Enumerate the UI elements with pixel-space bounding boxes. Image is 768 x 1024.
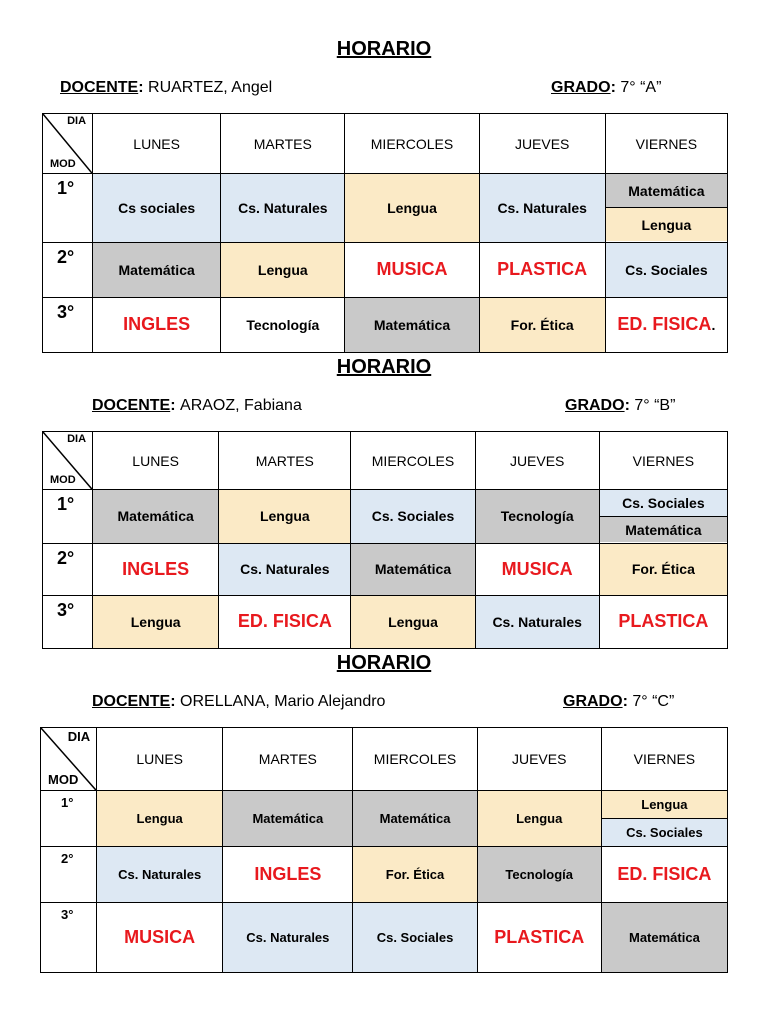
subject-cell [93, 595, 219, 648]
subject-cell [97, 791, 223, 847]
module-label: 3° [43, 297, 93, 352]
special-subject-label: ED. FISICA [617, 314, 712, 335]
special-subject-label: INGLES [123, 314, 191, 335]
grado-label: GRADO [563, 693, 623, 710]
subject-cell [223, 847, 353, 902]
subject-cell [93, 242, 221, 297]
day-header: JUEVES [475, 432, 599, 490]
day-header: MARTES [219, 432, 351, 490]
day-header: VIERNES [605, 114, 727, 174]
special-subject-label: MUSICA [376, 259, 448, 280]
subject-label: For. Ética [385, 867, 445, 883]
subject-cell [479, 242, 605, 297]
day-header: LUNES [97, 728, 223, 791]
subject-cell [345, 174, 479, 242]
subject-cell [221, 297, 345, 352]
corner-mod-label: MOD [50, 158, 76, 171]
subject-label: Tecnología [500, 508, 574, 525]
day-header: MARTES [223, 728, 353, 791]
docente-name: ORELLANA, Mario Alejandro [180, 693, 386, 710]
grado-value: 7° “B” [634, 397, 676, 414]
subject-cell [477, 902, 601, 972]
docente-line: DOCENTE: RUARTEZ, Angel [60, 79, 273, 96]
subject-cell [599, 543, 727, 595]
corner-dia-label: DIA [67, 115, 87, 127]
subject-cell [601, 791, 727, 847]
subject-cell [345, 297, 479, 352]
subject-cell [479, 297, 605, 352]
subject-cell [97, 902, 223, 972]
grado-line: GRADO: 7° “A” [551, 79, 662, 96]
subject-cell [353, 902, 477, 972]
subject-cell [219, 490, 351, 543]
subject-label: Cs. Naturales [497, 199, 587, 216]
subject-label: Matemática [117, 508, 194, 525]
subject-label: Cs. Sociales [371, 508, 455, 525]
subject-cell [97, 847, 223, 902]
subject-cell [93, 543, 219, 595]
schedule-table [42, 113, 728, 353]
subject-label: Tecnología [505, 867, 574, 883]
docente-name: RUARTEZ, Angel [148, 79, 273, 96]
subject-label: Tecnología [246, 316, 320, 333]
schedule-table [40, 727, 728, 973]
special-subject-label: PLASTICA [497, 259, 588, 280]
subject-label: Cs. Naturales [118, 867, 202, 883]
day-header: JUEVES [479, 114, 605, 174]
subject-split-part: Lengua [606, 207, 727, 241]
special-subject-label: INGLES [254, 864, 322, 885]
corner-mod-label: MOD [48, 772, 79, 788]
subject-label: Matemática [379, 811, 451, 827]
module-label: 2° [43, 242, 93, 297]
day-header: MIERCOLES [351, 432, 475, 490]
module-label: 1° [41, 791, 97, 847]
subject-split-part: Cs. Sociales [602, 818, 727, 846]
subject-cell [221, 242, 345, 297]
subject-label: Lengua [388, 613, 438, 630]
special-subject-label: ED. FISICA [617, 864, 712, 885]
subject-label: Cs. Naturales [240, 561, 330, 578]
special-subject-label: PLASTICA [618, 611, 709, 632]
subject-cell [605, 174, 727, 242]
subject-label: Lengua [387, 199, 437, 216]
subject-cell [475, 490, 599, 543]
docente-label: DOCENTE [60, 79, 139, 96]
day-header: MARTES [221, 114, 345, 174]
subject-label: Matemática [628, 929, 700, 945]
subject-label: For. Ética [510, 316, 574, 333]
subject-cell [605, 242, 727, 297]
subject-label: For. Ética [631, 561, 695, 578]
subject-label: Cs. Naturales [492, 613, 582, 630]
grado-line: GRADO: 7° “B” [565, 397, 676, 414]
module-label: 1° [43, 174, 93, 242]
subject-split-part: Lengua [602, 791, 727, 818]
subject-label: Lengua [516, 811, 563, 827]
subject-label: Lengua [257, 261, 308, 278]
subject-cell [477, 791, 601, 847]
subject-label: Matemática [252, 811, 324, 827]
subject-cell [475, 543, 599, 595]
docente-label: DOCENTE [92, 397, 171, 414]
subject-cell [93, 174, 221, 242]
schedule-title: HORARIO [336, 652, 432, 674]
corner-header [41, 728, 97, 791]
subject-label: Lengua [259, 508, 310, 525]
subject-label: Lengua [130, 613, 181, 630]
subject-label: Matemática [374, 561, 452, 578]
subject-cell [599, 595, 727, 648]
subject-split-part: Matemática [600, 516, 727, 543]
day-header: LUNES [93, 114, 221, 174]
subject-label: Cs. Sociales [625, 261, 708, 278]
subject-cell [351, 543, 475, 595]
subject-cell [605, 297, 727, 352]
docente-label: DOCENTE [92, 693, 171, 710]
subject-label: Cs sociales [118, 199, 196, 216]
day-header: VIERNES [599, 432, 727, 490]
subject-suffix: . [711, 317, 716, 334]
module-label: 1° [43, 490, 93, 543]
corner-header [43, 432, 93, 490]
subject-cell [93, 297, 221, 352]
subject-label: Cs. Sociales [376, 929, 454, 945]
subject-cell [353, 791, 477, 847]
corner-dia-label: DIA [67, 729, 91, 744]
module-label: 2° [41, 847, 97, 902]
special-subject-label: MUSICA [124, 926, 196, 947]
schedule-table [42, 431, 728, 649]
special-subject-label: MUSICA [501, 558, 573, 579]
subject-label: Cs. Naturales [246, 929, 330, 945]
subject-cell [221, 174, 345, 242]
subject-cell [353, 847, 477, 902]
subject-cell [601, 902, 727, 972]
subject-cell [599, 490, 727, 543]
day-header: MIERCOLES [353, 728, 477, 791]
corner-header [43, 114, 93, 174]
schedule-title: HORARIO [336, 356, 432, 378]
subject-cell [601, 847, 727, 902]
subject-split-part: Matemática [606, 174, 727, 207]
day-header: VIERNES [601, 728, 727, 791]
subject-label: Matemática [118, 261, 195, 278]
subject-cell [219, 543, 351, 595]
day-header: MIERCOLES [345, 114, 479, 174]
day-header: LUNES [93, 432, 219, 490]
grado-value: 7° “A” [620, 79, 662, 96]
subject-cell [475, 595, 599, 648]
subject-cell [351, 595, 475, 648]
module-label: 3° [41, 902, 97, 972]
subject-label: Lengua [136, 811, 183, 827]
grado-label: GRADO [565, 397, 625, 414]
subject-cell [219, 595, 351, 648]
docente-name: ARAOZ, Fabiana [180, 397, 302, 414]
schedule-title: HORARIO [336, 38, 432, 60]
special-subject-label: ED. FISICA [237, 611, 332, 632]
special-subject-label: INGLES [122, 558, 190, 579]
subject-cell [477, 847, 601, 902]
docente-line: DOCENTE: ARAOZ, Fabiana [92, 397, 302, 414]
grado-value: 7° “C” [632, 693, 675, 710]
subject-label: Matemática [373, 316, 451, 333]
subject-cell [345, 242, 479, 297]
grado-label: GRADO [551, 79, 611, 96]
special-subject-label: PLASTICA [494, 926, 585, 947]
subject-cell [351, 490, 475, 543]
corner-dia-label: DIA [67, 433, 87, 445]
subject-split-part: Cs. Sociales [600, 490, 727, 516]
subject-cell [223, 902, 353, 972]
module-label: 3° [43, 595, 93, 648]
grado-line: GRADO: 7° “C” [563, 693, 675, 710]
corner-mod-label: MOD [50, 474, 76, 487]
subject-label: Cs. Naturales [238, 199, 328, 216]
day-header: JUEVES [477, 728, 601, 791]
subject-cell [223, 791, 353, 847]
subject-cell [93, 490, 219, 543]
module-label: 2° [43, 543, 93, 595]
subject-cell [479, 174, 605, 242]
docente-line: DOCENTE: ORELLANA, Mario Alejandro [92, 693, 386, 710]
